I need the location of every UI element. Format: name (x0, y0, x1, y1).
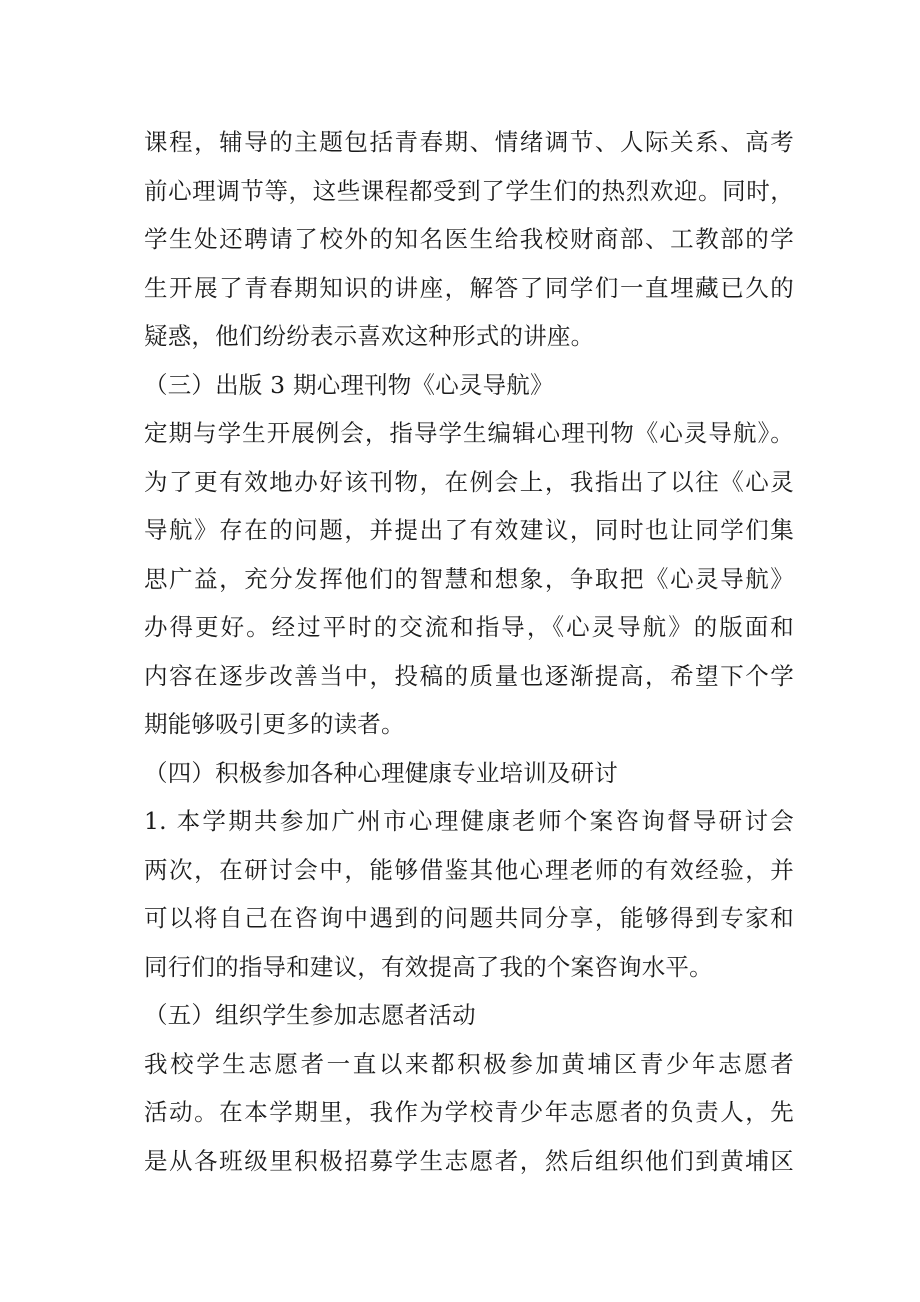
text-line-1: 课程，辅导的主题包括青春期、情绪调节、人际关系、高考 (144, 128, 794, 156)
text-line-13: 期能够吸引更多的读者。 (144, 710, 405, 738)
document-body (144, 118, 794, 1185)
text-line-20: 我校学生志愿者一直以来都积极参加黄埔区青少年志愿者 (144, 1049, 794, 1078)
text-line-4: 生开展了青春期知识的讲座，解答了同学们一直埋藏已久的 (144, 273, 794, 302)
text-line-21: 活动。在本学期里，我作为学校青少年志愿者的负责人，先 (144, 1098, 794, 1126)
text-line-10: 思广益，充分发挥他们的智慧和想象，争取把《心灵导航》 (144, 564, 794, 593)
text-line-9: 导航》存在的问题，并提出了有效建议，同时也让同学们集 (144, 516, 794, 544)
text-line-2: 前心理调节等，这些课程都受到了学生们的热烈欢迎。同时， (144, 176, 794, 205)
text-line-17: 可以将自己在咨询中遇到的问题共同分享，能够得到专家和 (144, 904, 794, 932)
text-line-11: 办得更好。经过平时的交流和指导，《心灵导航》的版面和 (144, 613, 794, 641)
text-line-12: 内容在逐步改善当中，投稿的质量也逐渐提高，希望下个学 (144, 661, 794, 690)
text-line-3: 学生处还聘请了校外的知名医生给我校财商部、工教部的学 (144, 225, 794, 253)
section-heading-5: （五）组织学生参加志愿者活动 (144, 1001, 476, 1029)
text-line-18: 同行们的指导和建议，有效提高了我的个案咨询水平。 (144, 952, 713, 981)
section-heading-4: （四）积极参加各种心理健康专业培训及研讨 (144, 758, 618, 787)
text-line-7: 定期与学生开展例会，指导学生编辑心理刊物《心灵导航》。 (144, 419, 794, 447)
text-line-15: 1. 本学期共参加广州市心理健康老师个案咨询督导研讨会 (144, 807, 794, 835)
section-heading-3: （三）出版 3 期心理刊物《心灵导航》 (144, 370, 554, 399)
text-line-16: 两次，在研讨会中，能够借鉴其他心理老师的有效经验，并 (144, 855, 794, 884)
text-line-22: 是从各班级里积极招募学生志愿者，然后组织他们到黄埔区 (144, 1146, 794, 1175)
text-line-5: 疑惑，他们纷纷表示喜欢这种形式的讲座。 (144, 322, 595, 350)
text-line-8: 为了更有效地办好该刊物，在例会上，我指出了以往《心灵 (144, 467, 794, 496)
